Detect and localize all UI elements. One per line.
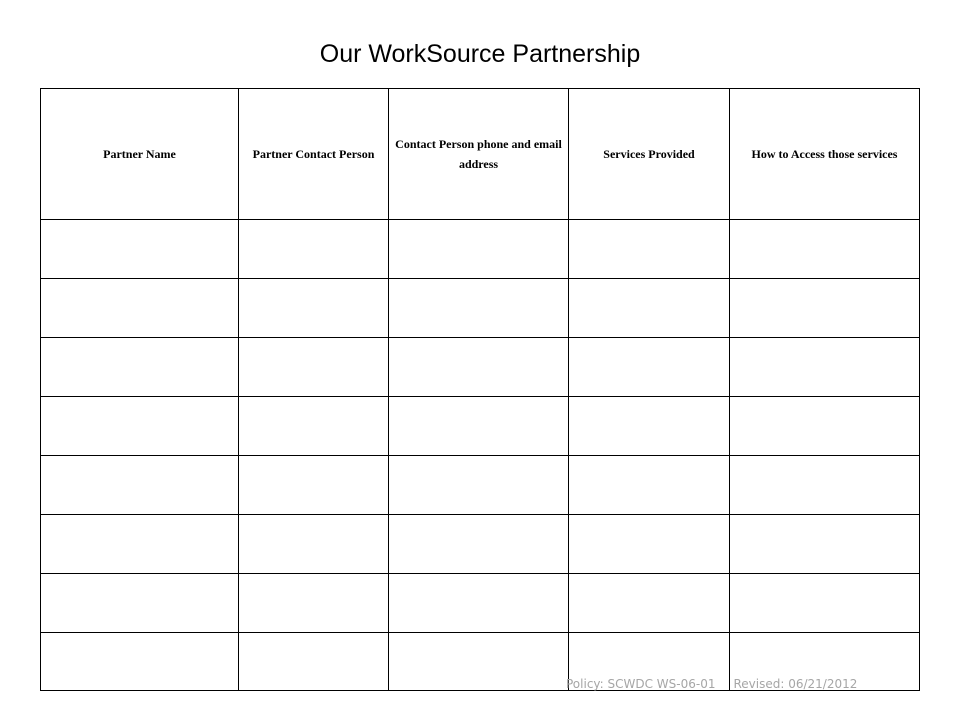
table-cell [239, 574, 389, 633]
table-row [41, 574, 920, 633]
table-cell [389, 456, 569, 515]
page-title: Our WorkSource Partnership [319, 40, 641, 68]
table-cell [41, 456, 239, 515]
revised-date: Revised: 06/21/2012 [733, 677, 858, 691]
table-cell [569, 574, 730, 633]
header-how-to-access: How to Access those services [730, 89, 920, 220]
table-cell [730, 456, 920, 515]
table-cell [239, 633, 389, 691]
table-row [41, 220, 920, 279]
table-row [41, 279, 920, 338]
table-cell [239, 456, 389, 515]
header-partner-name: Partner Name [41, 89, 239, 220]
header-partner-contact-person: Partner Contact Person [239, 89, 389, 220]
table-cell [239, 220, 389, 279]
table-cell [569, 515, 730, 574]
table-cell [730, 574, 920, 633]
table-cell [569, 279, 730, 338]
table-cell [389, 574, 569, 633]
table-cell [730, 338, 920, 397]
table-cell [41, 279, 239, 338]
table-cell [389, 515, 569, 574]
table-row [41, 456, 920, 515]
table-row [41, 338, 920, 397]
table-cell [239, 397, 389, 456]
table-cell [239, 279, 389, 338]
table-cell [389, 338, 569, 397]
table-header-row [41, 89, 920, 220]
table-cell [41, 338, 239, 397]
footer [566, 674, 857, 694]
table-cell [389, 397, 569, 456]
table-cell [41, 574, 239, 633]
partnership-table [40, 88, 920, 691]
table-cell [389, 220, 569, 279]
table-cell [41, 515, 239, 574]
table-cell [41, 633, 239, 691]
table-row [41, 397, 920, 456]
table-cell [41, 220, 239, 279]
table-cell [730, 279, 920, 338]
table-cell [569, 338, 730, 397]
table-cell [239, 515, 389, 574]
header-contact-phone-email: Contact Person phone and email address [389, 89, 569, 220]
policy-number: Policy: SCWDC WS-06-01 [566, 677, 716, 691]
table-row [41, 515, 920, 574]
header-services-provided: Services Provided [569, 89, 730, 220]
table-cell [41, 397, 239, 456]
table-cell [569, 456, 730, 515]
table-cell [569, 220, 730, 279]
table-cell [730, 515, 920, 574]
table-cell [239, 338, 389, 397]
table-cell [389, 279, 569, 338]
table-cell [730, 220, 920, 279]
table-cell [730, 397, 920, 456]
table-cell [389, 633, 569, 691]
table-cell [569, 397, 730, 456]
